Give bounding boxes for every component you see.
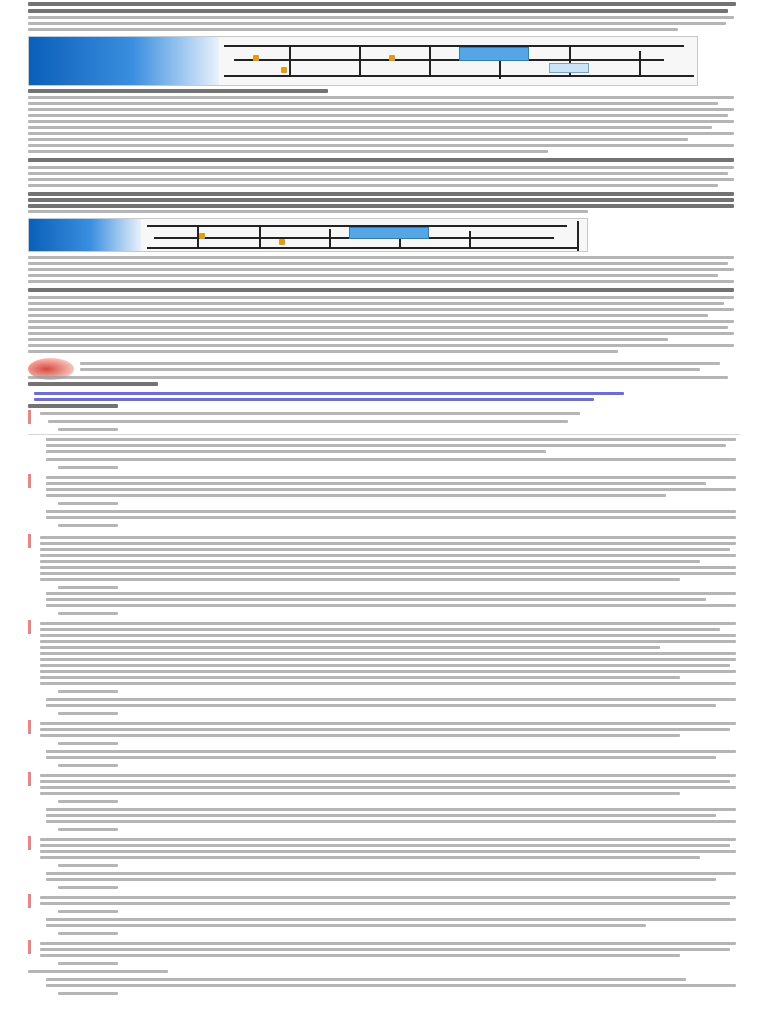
reference-link-bar-2 [34,398,594,401]
section-2-heading [28,158,734,162]
intro-line-2 [28,22,726,25]
circuit-diagram-2 [28,218,588,252]
reference-link-bar-1 [34,392,624,395]
header-line-2 [28,9,728,13]
intro-line-1 [28,16,734,19]
diagram-2-highlight-block [349,227,429,239]
circuit-diagram-1 [28,36,698,86]
diagram-2-blue-banner [29,219,141,251]
diagram-1-blue-banner [29,37,219,85]
intro-line-3 [28,28,678,31]
header-line-1 [28,2,736,6]
page-footer [0,1008,768,1024]
diagram-1-highlight-block [459,47,529,61]
section-1-heading [28,89,328,93]
